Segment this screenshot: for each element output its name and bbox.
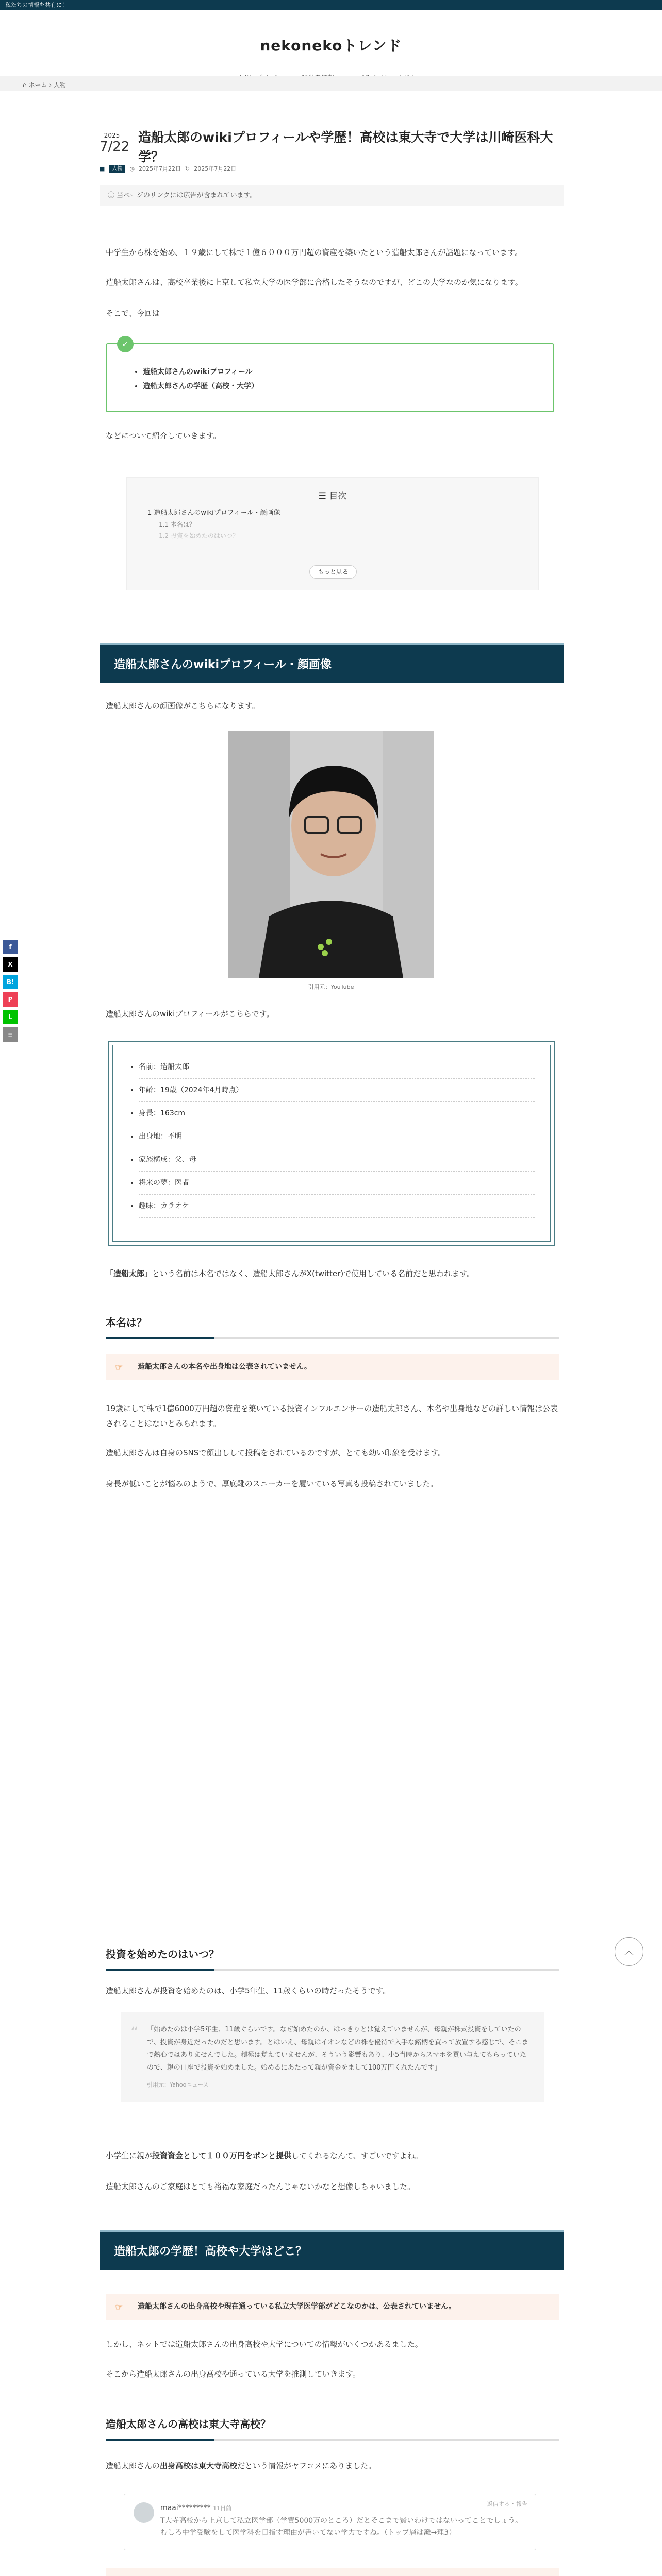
high-p1-a: 造船太郎さんの [106, 2461, 160, 2470]
name-paragraph-1: 19歳にして株で1億6000万円超の資産を築いている投資インフルエンサーの造船太郎さん、本名や出身地などの詳しい情報は公表されることはないとみられます。 [106, 1404, 558, 1428]
site-title[interactable]: nekonekoトレンド [260, 37, 402, 54]
hatena-share-icon[interactable]: B! [3, 975, 18, 989]
checklist-item: • 造船太郎さんのwikiプロフィール [143, 365, 533, 379]
high-p1-bold: 出身高校は東大寺高校 [160, 2461, 238, 2470]
copy-link-icon[interactable]: ≡ [3, 1027, 18, 1042]
post-year: 2025 [104, 132, 120, 139]
ad-notice-text: 当ページのリンクには広告が含まれています。 [117, 192, 257, 199]
invest-paragraph-1: 造船太郎さんが投資を始めたのは、小学5年生、11歳くらいの時だったそうです。 [106, 1986, 391, 1995]
name-note [106, 1266, 559, 1281]
edu-paragraph-2: そこから造船太郎さんの出身高校や通っている大学を推測していきます。 [106, 2369, 360, 2379]
breadcrumb-home[interactable]: ホーム [28, 81, 47, 89]
back-to-top-button[interactable] [615, 1937, 643, 1966]
subheading-investment-text: 投資を始めたのはいつ？ [106, 1948, 219, 1960]
breadcrumb [23, 79, 66, 91]
profile-item: • 趣味：カラオケ [139, 1195, 535, 1218]
avatar [134, 2502, 154, 2523]
breadcrumb-separator: › [49, 81, 52, 89]
comment-header [160, 2501, 525, 2515]
topbar-text: 私たちの情報を共有に！ [5, 2, 68, 8]
profile-item: • 年齢：19歳（2024年4月時点） [139, 1079, 535, 1102]
comment-card [124, 2494, 536, 2550]
quote-source-1[interactable]: 引用元：Yahooニュース [147, 2081, 209, 2088]
posted-date: 2025年7月22日 [139, 165, 181, 172]
profile-intro: 造船太郎さんの顔画像がこちらになります。 [106, 701, 260, 710]
updated-date: 2025年7月22日 [194, 165, 237, 172]
profile-box [108, 1041, 555, 1246]
list-icon: ☰ [318, 491, 326, 501]
toc-more-button[interactable]: もっと見る [309, 565, 357, 579]
alert-box-3 [106, 2568, 559, 2576]
subheading-real-name [106, 1313, 559, 1339]
table-of-contents [126, 477, 539, 590]
blockquote-1 [121, 2012, 544, 2102]
name-note-bold: 「造船太郎」 [106, 1269, 153, 1278]
section-heading-profile: 造船太郎さんのwikiプロフィール・顔画像 [100, 643, 564, 683]
photo-caption[interactable]: 引用元：YouTube [308, 984, 354, 990]
ad-notice [100, 185, 564, 206]
info-icon: ⓘ [108, 192, 117, 199]
subheading-high-school [106, 2414, 559, 2441]
edu-paragraph-1: しかし、ネットでは造船太郎さんの出身高校や大学についての情報がいくつかあるました。 [106, 2340, 423, 2349]
name-paragraph-3: 身長が低いことが悩みのようで、厚底靴のスニーカーを履いている写真も投稿されていました。 [106, 1479, 438, 1488]
pocket-share-icon[interactable]: P [3, 992, 18, 1007]
intro-paragraph-2: 造船太郎さんは、高校卒業後に上京して私立大学の医学部に合格したそうなのですが、どこの大学なのか気になります。 [106, 278, 523, 287]
person-portrait-image [228, 731, 434, 978]
folder-icon: ■ [100, 165, 105, 172]
profile-item: • 将来の夢：医者 [139, 1172, 535, 1195]
heading-underline [106, 1337, 214, 1339]
high-paragraph-1 [106, 2459, 559, 2473]
alert-text-1: 造船太郎さんの本名や出身地は公表されていません。 [138, 1363, 311, 1371]
profile-item: • 家族構成：父、母 [139, 1148, 535, 1172]
clock-icon: ◷ [129, 165, 135, 172]
article-title: 造船太郎のwikiプロフィールや学歴！高校は東大寺で大学は川崎医科大学？ [138, 130, 553, 164]
alert-text-2: 造船太郎さんの出身高校や現在通っている私立大学医学部がどこなのかは、公表されていません。 [138, 2302, 456, 2311]
comment-text: T大寺高校から上京して私立医学部（学費5000万のところ）だとそこまで賢いわけではないってことでしょう。むしろ中学受験をして医学科を目指す理由が書いてない学力ですね。（トップ層は灘→理3） [160, 2516, 523, 2537]
heading-underline [106, 1969, 214, 1971]
post-monthday: 7/22 [100, 139, 130, 155]
breadcrumb-category[interactable]: 人物 [53, 81, 66, 89]
check-icon: ✓ [117, 336, 134, 352]
checklist-item: • 造船太郎さんの学歴（高校・大学） [143, 379, 533, 394]
post-meta [100, 164, 236, 175]
name-note-text: という名前は本名ではなく、造船太郎さんがX(twitter)で使用している名前だと思われます。 [152, 1269, 474, 1278]
profile-item: • 名前：造船太郎 [139, 1056, 535, 1079]
home-icon: ⌂ [23, 81, 27, 89]
invest-p2-c: してくれるなんて、すごいですよね。 [291, 2151, 423, 2160]
invest-paragraph-3: 造船太郎さんのご家庭はとても裕福な家庭だったんじゃないかなと想像しちゃいました。 [106, 2182, 416, 2191]
intro-paragraph-1: 中学生から株を始め、１９歳にして株で１億６０００万円超の資産を築いたという造船太郎さんが話題になっています。 [106, 248, 523, 257]
section-heading-education: 造船太郎の学歴！高校や大学はどこ？ [100, 2230, 564, 2270]
facebook-share-icon[interactable]: f [3, 940, 18, 954]
pointing-hand-icon: ☞ [115, 1362, 124, 1373]
pointing-hand-icon [115, 2573, 123, 2576]
comment-time: 11日前 [213, 2505, 232, 2512]
subheading-real-name-text: 本名は？ [106, 1316, 147, 1329]
pointing-hand-icon: ☞ [115, 2302, 124, 2313]
refresh-icon: ↻ [185, 165, 190, 172]
toc-title: 目次 [329, 491, 347, 501]
comment-actions[interactable]: 返信する ･ 報告 [487, 2501, 527, 2507]
x-share-icon[interactable]: X [3, 957, 18, 972]
breadcrumb-bar [0, 76, 662, 91]
profile-photo [228, 731, 434, 978]
intro-paragraph-4: などについて紹介していきます。 [106, 431, 221, 440]
heading-underline [106, 2439, 214, 2441]
alert-box-1 [106, 1354, 559, 1380]
chevron-up-icon: ︿ [624, 1946, 634, 1957]
post-date-block [100, 132, 130, 155]
toc-heading [147, 488, 518, 504]
alert-box-2 [106, 2294, 559, 2320]
line-share-icon[interactable]: L [3, 1010, 18, 1024]
toc-item[interactable]: 1.1 本名は？ [159, 521, 195, 529]
checklist-box [106, 339, 554, 412]
high-p1-c: だという情報がヤフコメにありました。 [237, 2461, 376, 2470]
invest-paragraph-2 [106, 2148, 559, 2163]
quote-text-1: 「始めたのは小学5年生、11歳ぐらいです。なぜ始めたのか、はっきりとは覚えていませんが、母親が株式投資をしていたので、投資が身近だったのだと思います。とはいえ、母親はイオンなどの株を優待で入手な銘柄を買って放置する感じで、そこまで熱心ではありませんでした。積極は覚えていませんが、そういう影響もあり、小5当時からスマホを買い与えてもらっていたので、親の口座で投資を始めました。始めるにあたって親が資金をまして100万円くれたんです」 [147, 2026, 528, 2072]
invest-p2-bold: 投資資金として１００万円をポンと提供 [152, 2151, 292, 2160]
top-announcement-bar [0, 0, 662, 10]
profile-list-intro: 造船太郎さんのwikiプロフィールがこちらです。 [106, 1009, 274, 1019]
subheading-high-school-text: 造船太郎さんの高校は東大寺高校？ [106, 2418, 271, 2430]
toc-item[interactable]: 1.2 投資を始めたのはいつ？ [159, 532, 239, 540]
subheading-investment [106, 1944, 559, 1971]
profile-item: • 身長：163cm [139, 1102, 535, 1125]
invest-p2-a: 小学生に親が [106, 2151, 153, 2160]
intro-paragraph-3: そこで、今回は [106, 309, 160, 318]
name-paragraph-2: 造船太郎さんは自身のSNSで顔出しして投稿をされているのですが、とても幼い印象を受けます。 [106, 1448, 446, 1458]
category-badge[interactable]: 人物 [109, 165, 125, 173]
quote-icon: “ [130, 2024, 139, 2042]
comment-user: maai********* [160, 2504, 211, 2512]
toc-item[interactable]: 1 造船太郎さんのwikiプロフィール・顔画像 [147, 509, 280, 517]
profile-item: • 出身地：不明 [139, 1125, 535, 1148]
